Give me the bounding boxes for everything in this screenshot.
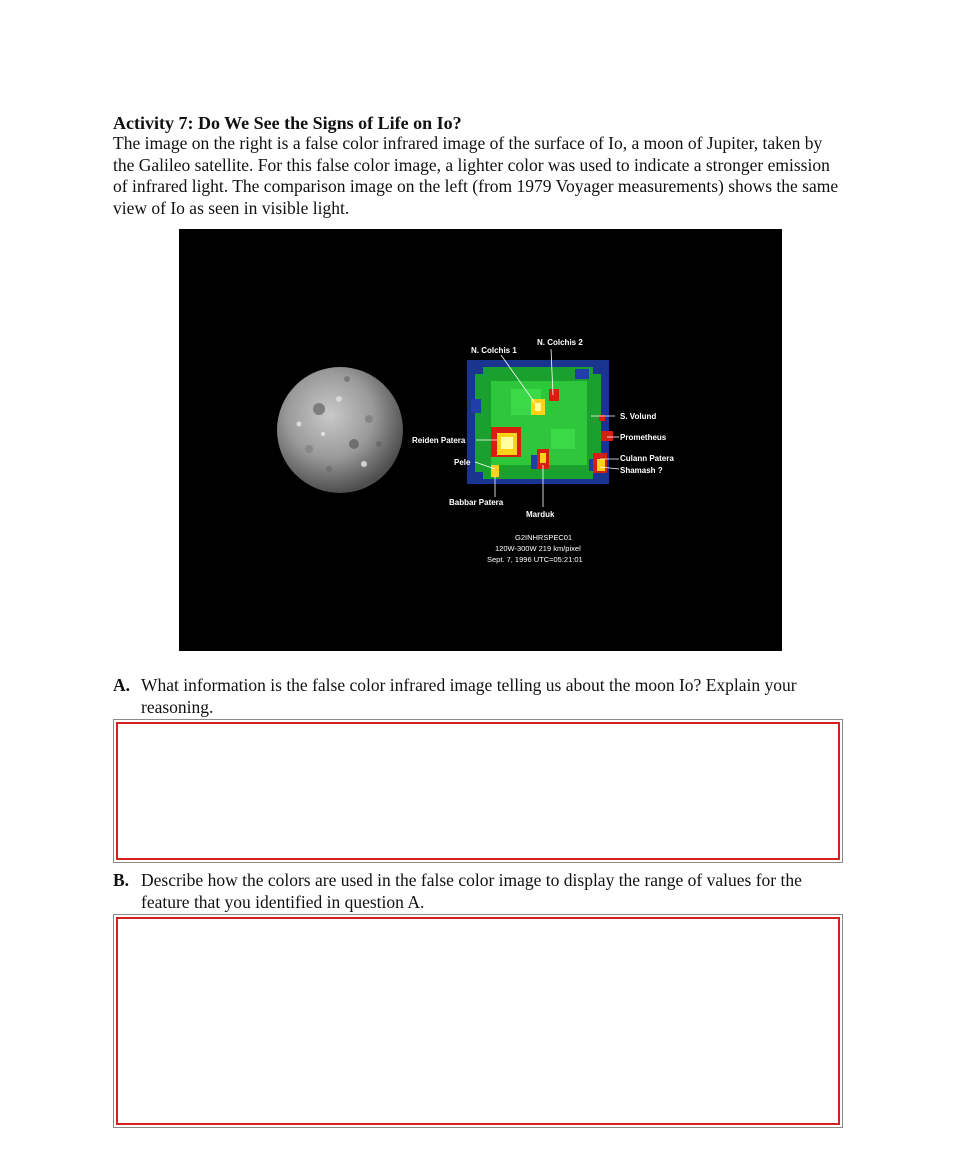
answer-a-box[interactable] (113, 719, 843, 863)
question-a (113, 674, 853, 718)
io-comparison-figure (179, 229, 782, 651)
activity-intro: The image on the right is a false color infrared image of the surface of Io, a moon of Jupiter, taken by the Galileo satellite. For this false color image, a lighter color was used to indicate a stronger emission of infrared light. The comparison image on the left (from 1979 Voyager measurements) shows the same view of Io as seen in visible light. (113, 133, 839, 218)
label-reiden-patera: Reiden Patera (412, 436, 466, 445)
question-b-text: Describe how the colors are used in the false color image to display the range of values for the feature that you identified in question A. (141, 870, 802, 912)
label-pele: Pele (454, 458, 471, 467)
answer-a-field[interactable] (116, 722, 840, 860)
answer-b-field[interactable] (116, 917, 840, 1125)
label-culann-patera: Culann Patera (620, 454, 674, 463)
answer-b-box[interactable] (113, 914, 843, 1128)
label-babbar-patera: Babbar Patera (449, 498, 504, 507)
question-a-text: What information is the false color infrared image telling us about the moon Io? Explain your reasoning. (141, 675, 797, 717)
io-visible-light-image (277, 367, 403, 493)
label-prometheus: Prometheus (620, 433, 667, 442)
question-b (113, 869, 853, 913)
caption-line-2: 120W-300W 219 km/pixel (495, 544, 581, 553)
label-n-colchis-1: N. Colchis 1 (471, 346, 517, 355)
caption-line-3: Sept. 7, 1996 UTC=05:21:01 (487, 555, 583, 564)
io-infrared-image (467, 360, 613, 484)
label-marduk: Marduk (526, 510, 555, 519)
question-b-letter: B. (113, 870, 130, 890)
caption-line-1: G2INHRSPEC01 (515, 533, 573, 542)
label-s-volund: S. Volund (620, 412, 657, 421)
label-n-colchis-2: N. Colchis 2 (537, 338, 583, 347)
label-shamash: Shamash ? (620, 466, 663, 475)
activity-title: Activity 7: Do We See the Signs of Life on Io? (113, 113, 462, 133)
question-a-letter: A. (113, 675, 131, 695)
